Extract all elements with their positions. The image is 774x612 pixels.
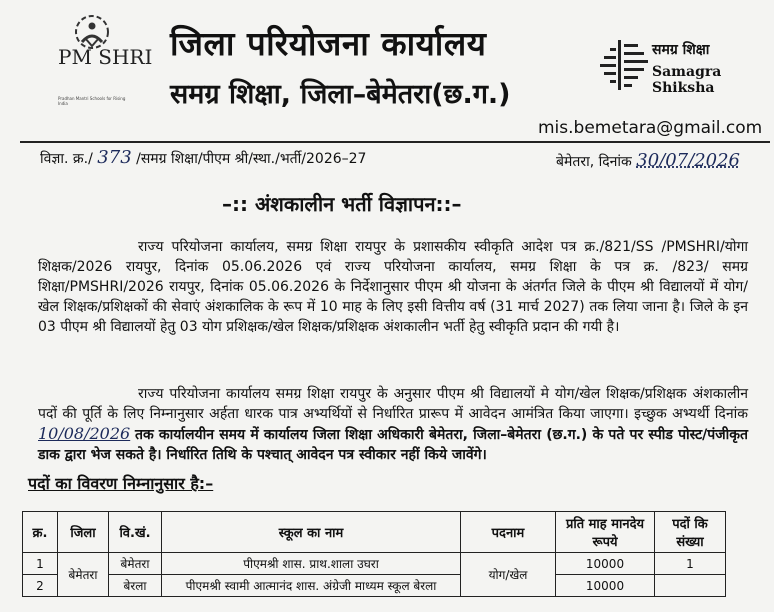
reference-number-line (40, 147, 366, 168)
table-row (23, 575, 726, 597)
header-divider (20, 141, 770, 143)
table-header-row (23, 512, 726, 553)
posts-table (22, 511, 726, 597)
paragraph-sanction: राज्य परियोजना कार्यालय, समग्र शिक्षा रायपुर के प्रशासकीय स्वीकृति आदेश पत्र क्र./821/SS /PMSHRI/योगा शिक्षक/2026 रायपुर, दिनांक 05.06.2026 एवं राज्य परियोजना कार्यालय, समग्र शिक्षा के पत्र क्र. /823/ समग्र शिक्षा/PMSHRI/2026 रायपुर, दिनांक 05.06.2026 के निर्देशानुसार पीएम श्री योजना के अंतर्गत जिले के पीएम श्री विद्यालयों में योग/खेल शिक्षक/प्रशिक्षकों की सेवाएं अंशकालिक के रूप में 10 माह के लिए इसी वित्तीय वर्ष (31 मार्च 2027) तक लिया जाना है। जिले के इन 03 पीएम श्री विद्यालयों हेतु 03 योग प्रशिक्षक/खेल शिक्षक/प्रशिक्षक अंशकालीन भर्ती हेतु स्वीकृति प्रदान की गयी है। (38, 239, 748, 335)
paragraph-application-part1: राज्य परियोजना कार्यालय समग्र शिक्षा रायपुर के अनुसार पीएम श्री विद्यालयों मे योग/खेल शिक्षक/प्रशिक्षक अंशकालीन पदों की पूर्ति के लिए निम्नानुसार अर्हता धारक पात्र अभ्यर्थियों से निर्धारित प्रारूप में आवेदन आमंत्रित किया जाएगा। इच्छुक अभ्यर्थी दिनांक (38, 386, 748, 422)
pm-shri-logo-text: PM SHRI (58, 45, 153, 69)
header-designation: पदनाम (461, 512, 556, 553)
header-block: वि.खं. (109, 512, 162, 553)
row-serial: 1 (23, 553, 58, 575)
office-email: mis.bemetara@gmail.com (538, 118, 763, 138)
pm-shri-tagline: Pradhan Mantri Schools for Rising India (58, 96, 126, 106)
pm-shri-logo-icon (52, 12, 132, 132)
header-serial: क्र. (23, 512, 58, 553)
paragraph-application (38, 384, 748, 465)
row-honorarium: 10000 (556, 575, 655, 597)
post-details-heading: पदों का विवरण निम्नानुसार है:– (28, 474, 214, 493)
row-honorarium: 10000 (556, 553, 655, 575)
paragraph-application-part2: तक कार्यालयीन समय में कार्यालय जिला शिक्षा अधिकारी बेमेतरा, जिला–बेमेतरा (छ.ग.) के पते पर स्पीड पोस्ट/पंजीकृत डाक द्वारा भेज सकते है। निर्धारित तिथि के पश्चात् आवेदन पत्र स्वीकार नहीं किये जावेंगे। (38, 427, 748, 463)
place-date-label: बेमेतरा, दिनांक (556, 154, 632, 170)
row-post-count: 1 (655, 553, 726, 575)
office-subtitle: समग्र शिक्षा, जिला–बेमेतरा(छ.ग.) (170, 79, 511, 110)
reference-prefix: विज्ञा. क्र./ (40, 151, 93, 167)
samagra-shiksha-hindi-label: समग्र शिक्षा (652, 42, 710, 58)
place-date-line (556, 150, 740, 171)
row-serial: 2 (23, 575, 58, 597)
header-school: स्कूल का नाम (162, 512, 461, 553)
header-honorarium: प्रति माह मानदेय रूपये (556, 512, 655, 553)
header-district: जिला (58, 512, 109, 553)
reference-number: 373 (97, 147, 132, 168)
row-block: बेरला (109, 575, 162, 597)
samagra-shiksha-english-label: Samagra Shiksha (652, 64, 722, 96)
row-designation: योग/खेल (461, 553, 556, 597)
row-block: बेमेतरा (109, 553, 162, 575)
row-school: पीएमश्री शास. प्राथ.शाला उघरा (162, 553, 461, 575)
samagra-shiksha-logo-icon (596, 38, 656, 96)
issue-date: 30/07/2026 (636, 150, 741, 171)
notice-heading: –:: अंशकालीन भर्ती विज्ञापन::– (222, 192, 462, 216)
table-row (23, 553, 726, 575)
office-title: जिला परियोजना कार्यालय (170, 24, 487, 63)
row-school: पीएमश्री स्वामी आत्मानंद शास. अंग्रेजी माध्यम स्कूल बेरला (162, 575, 461, 597)
row-district: बेमेतरा (58, 553, 109, 597)
header-post-count: पदों कि संख्या (655, 512, 726, 553)
row-post-count (655, 575, 726, 597)
reference-suffix: /समग्र शिक्षा/पीएम श्री/स्था./भर्ती/2026–27 (136, 151, 367, 167)
last-date: 10/08/2026 (38, 424, 131, 443)
